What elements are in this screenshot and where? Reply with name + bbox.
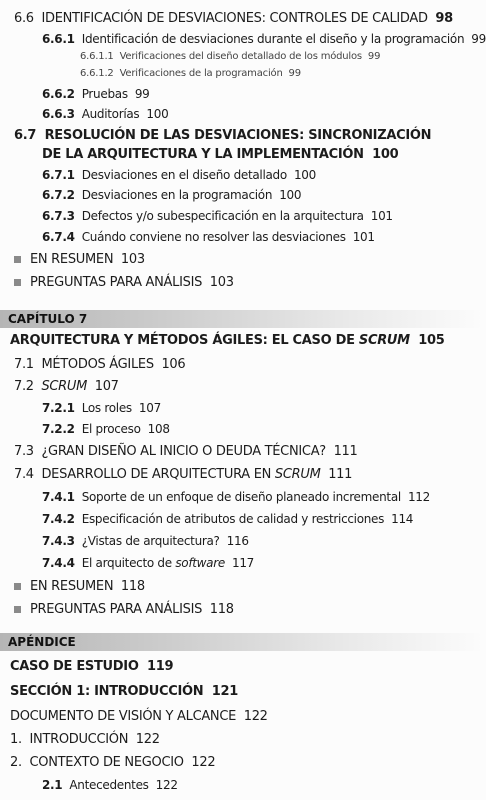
toc-entry-7-1 (14, 358, 185, 371)
toc-entry-6-7-4 (42, 231, 375, 243)
page-number: 122 (155, 778, 178, 792)
page-number: 118 (120, 579, 145, 594)
section-title: EN RESUMEN (30, 252, 114, 267)
section-number: 6.7.1 (42, 168, 75, 182)
bullet-square-icon (14, 583, 21, 590)
chapter-label: CAPÍTULO 7 (8, 312, 88, 326)
toc-entry-7-4-3 (42, 535, 249, 547)
section-title: SECCIÓN 1: INTRODUCCIÓN (10, 684, 204, 699)
section-title: Pruebas (81, 87, 128, 101)
page-number: 99 (471, 32, 486, 46)
toc-entry-7-3 (14, 445, 358, 458)
page-number: 111 (333, 444, 358, 459)
page-number: 101 (370, 209, 393, 223)
section-number: 7.2.2 (42, 422, 75, 436)
page-number: 103 (120, 252, 145, 267)
page-number: 122 (243, 709, 268, 724)
bullet-square-icon (14, 606, 21, 613)
section-number: 1. (10, 732, 22, 747)
section-title-italic: SCRUM (274, 467, 321, 482)
section-number: 7.3 (14, 444, 34, 459)
chapter-7-band (0, 310, 484, 328)
page-number: 98 (435, 11, 453, 26)
section-title: ¿GRAN DISEÑO AL INICIO O DEUDA TÉCNICA? (41, 444, 326, 459)
section-title: El proceso (81, 422, 141, 436)
section-number: 6.6.2 (42, 87, 75, 101)
section-title-italic: software (175, 556, 225, 570)
section-title: Desviaciones en la programación (81, 188, 273, 202)
page-number: 103 (209, 275, 234, 290)
toc-entry-a2-1 (42, 779, 178, 791)
section-title: Los roles (81, 401, 132, 415)
section-title: SCRUM (41, 379, 88, 394)
bullet-square-icon (14, 256, 21, 263)
page-number: 119 (147, 659, 174, 674)
toc-entry-6-6-1-1 (80, 52, 380, 62)
page-number: 111 (328, 467, 353, 482)
page-number: 121 (211, 684, 239, 699)
page-number: 100 (146, 107, 169, 121)
toc-entry-7-4-4 (42, 557, 254, 569)
section-title: Identificación de desviaciones durante el diseño y la programación (81, 32, 465, 46)
section-number: 6.6.3 (42, 107, 75, 121)
section-title: Antecedentes (69, 778, 149, 792)
page-number: 100 (372, 147, 399, 162)
section-title: DESARROLLO DE ARQUITECTURA EN (41, 467, 272, 482)
section-title: CONTEXTO DE NEGOCIO (29, 755, 184, 770)
section-title: IDENTIFICACIÓN DE DESVIACIONES: CONTROLES DE CALIDAD (41, 11, 428, 26)
toc-entry-a2 (10, 756, 215, 769)
page-number: 114 (391, 512, 414, 526)
toc-entry-7-4-2 (42, 513, 413, 525)
chapter-title: ARQUITECTURA Y MÉTODOS ÁGILES: EL CASO DE (10, 333, 355, 348)
section-title: PREGUNTAS PARA ANÁLISIS (30, 275, 203, 290)
page-number: 107 (94, 379, 119, 394)
section-number: 6.7 (14, 128, 37, 143)
toc-entry-resumen-7 (30, 580, 145, 593)
toc-entry-6-7-cont (42, 148, 398, 161)
section-number: 7.4 (14, 467, 34, 482)
section-title-line2: DE LA ARQUITECTURA Y LA IMPLEMENTACIÓN (42, 147, 364, 162)
appendix-band (0, 633, 484, 651)
section-title-line1: RESOLUCIÓN DE LAS DESVIACIONES: SINCRONIZACIÓN (44, 128, 432, 143)
page-number: 106 (161, 357, 186, 372)
section-title: INTRODUCCIÓN (29, 732, 129, 747)
toc-entry-6-7-3 (42, 210, 393, 222)
toc-entry-7-2-1 (42, 402, 161, 414)
section-title: PREGUNTAS PARA ANÁLISIS (30, 602, 203, 617)
toc-entry-6-7-2 (42, 189, 301, 201)
page-number: 105 (418, 333, 445, 348)
toc-entry-resumen-6 (30, 253, 145, 266)
section-title: Cuándo conviene no resolver las desviaciones (81, 230, 346, 244)
chapter-title-italic: SCRUM (358, 333, 410, 348)
section-number: 7.2 (14, 379, 34, 394)
chapter-7-title (10, 334, 445, 347)
section-number: 7.4.1 (42, 490, 75, 504)
section-title: EN RESUMEN (30, 579, 114, 594)
page-number: 100 (279, 188, 302, 202)
toc-entry-6-6-1 (42, 33, 486, 45)
toc-entry-documento (10, 710, 268, 723)
toc-entry-7-4-1 (42, 491, 430, 503)
section-title: Defectos y/o subespecificación en la arquitectura (81, 209, 364, 223)
toc-entry-6-6-2 (42, 88, 149, 100)
page-number: 99 (367, 51, 381, 62)
toc-entry-preguntas-6 (30, 276, 234, 289)
page-number: 99 (288, 68, 301, 79)
toc-entry-6-7 (14, 129, 431, 142)
section-title: El arquitecto de (81, 556, 172, 570)
section-title: CASO DE ESTUDIO (10, 659, 139, 674)
appendix-label: APÉNDICE (8, 635, 76, 649)
section-number: 7.4.3 (42, 534, 75, 548)
section-number: 7.1 (14, 357, 34, 372)
page-number: 108 (147, 422, 170, 436)
section-number: 6.7.4 (42, 230, 75, 244)
toc-entry-6-6 (14, 12, 453, 25)
toc-entry-a1 (10, 733, 160, 746)
toc-entry-7-4 (14, 468, 352, 481)
section-title: Auditorías (81, 107, 140, 121)
page-number: 116 (226, 534, 249, 548)
section-title: Verificaciones de la programación (119, 68, 283, 79)
section-title: MÉTODOS ÁGILES (41, 357, 154, 372)
section-number: 2.1 (42, 778, 63, 792)
page-number: 117 (231, 556, 254, 570)
section-number: 6.6.1.2 (80, 68, 114, 79)
toc-entry-6-6-1-2 (80, 69, 301, 79)
page-number: 101 (352, 230, 375, 244)
section-title: ¿Vistas de arquitectura? (81, 534, 220, 548)
toc-entry-6-7-1 (42, 169, 316, 181)
page-number: 122 (135, 732, 160, 747)
page-number: 122 (191, 755, 216, 770)
section-number: 7.2.1 (42, 401, 75, 415)
page-number: 107 (138, 401, 161, 415)
section-number: 7.4.4 (42, 556, 75, 570)
bullet-square-icon (14, 279, 21, 286)
page-number: 99 (134, 87, 150, 101)
section-title: Desviaciones en el diseño detallado (81, 168, 287, 182)
page-number: 100 (293, 168, 316, 182)
section-number: 6.7.3 (42, 209, 75, 223)
toc-entry-caso (10, 660, 173, 673)
section-title: Verificaciones del diseño detallado de los módulos (119, 51, 362, 62)
toc-entry-preguntas-7 (30, 603, 234, 616)
page-number: 118 (209, 602, 234, 617)
section-number: 6.7.2 (42, 188, 75, 202)
section-number: 6.6.1.1 (80, 51, 114, 62)
section-title: Especificación de atributos de calidad y restricciones (81, 512, 385, 526)
page-number: 112 (407, 490, 430, 504)
section-title: Soporte de un enfoque de diseño planeado incremental (81, 490, 401, 504)
section-number: 2. (10, 755, 22, 770)
toc-entry-7-2-2 (42, 423, 170, 435)
toc-entry-seccion-1 (10, 685, 238, 698)
toc-entry-7-2 (14, 380, 119, 393)
toc-entry-6-6-3 (42, 108, 168, 120)
section-number: 6.6.1 (42, 32, 75, 46)
section-number: 6.6 (14, 11, 34, 26)
section-number: 7.4.2 (42, 512, 75, 526)
section-title: DOCUMENTO DE VISIÓN Y ALCANCE (10, 709, 237, 724)
